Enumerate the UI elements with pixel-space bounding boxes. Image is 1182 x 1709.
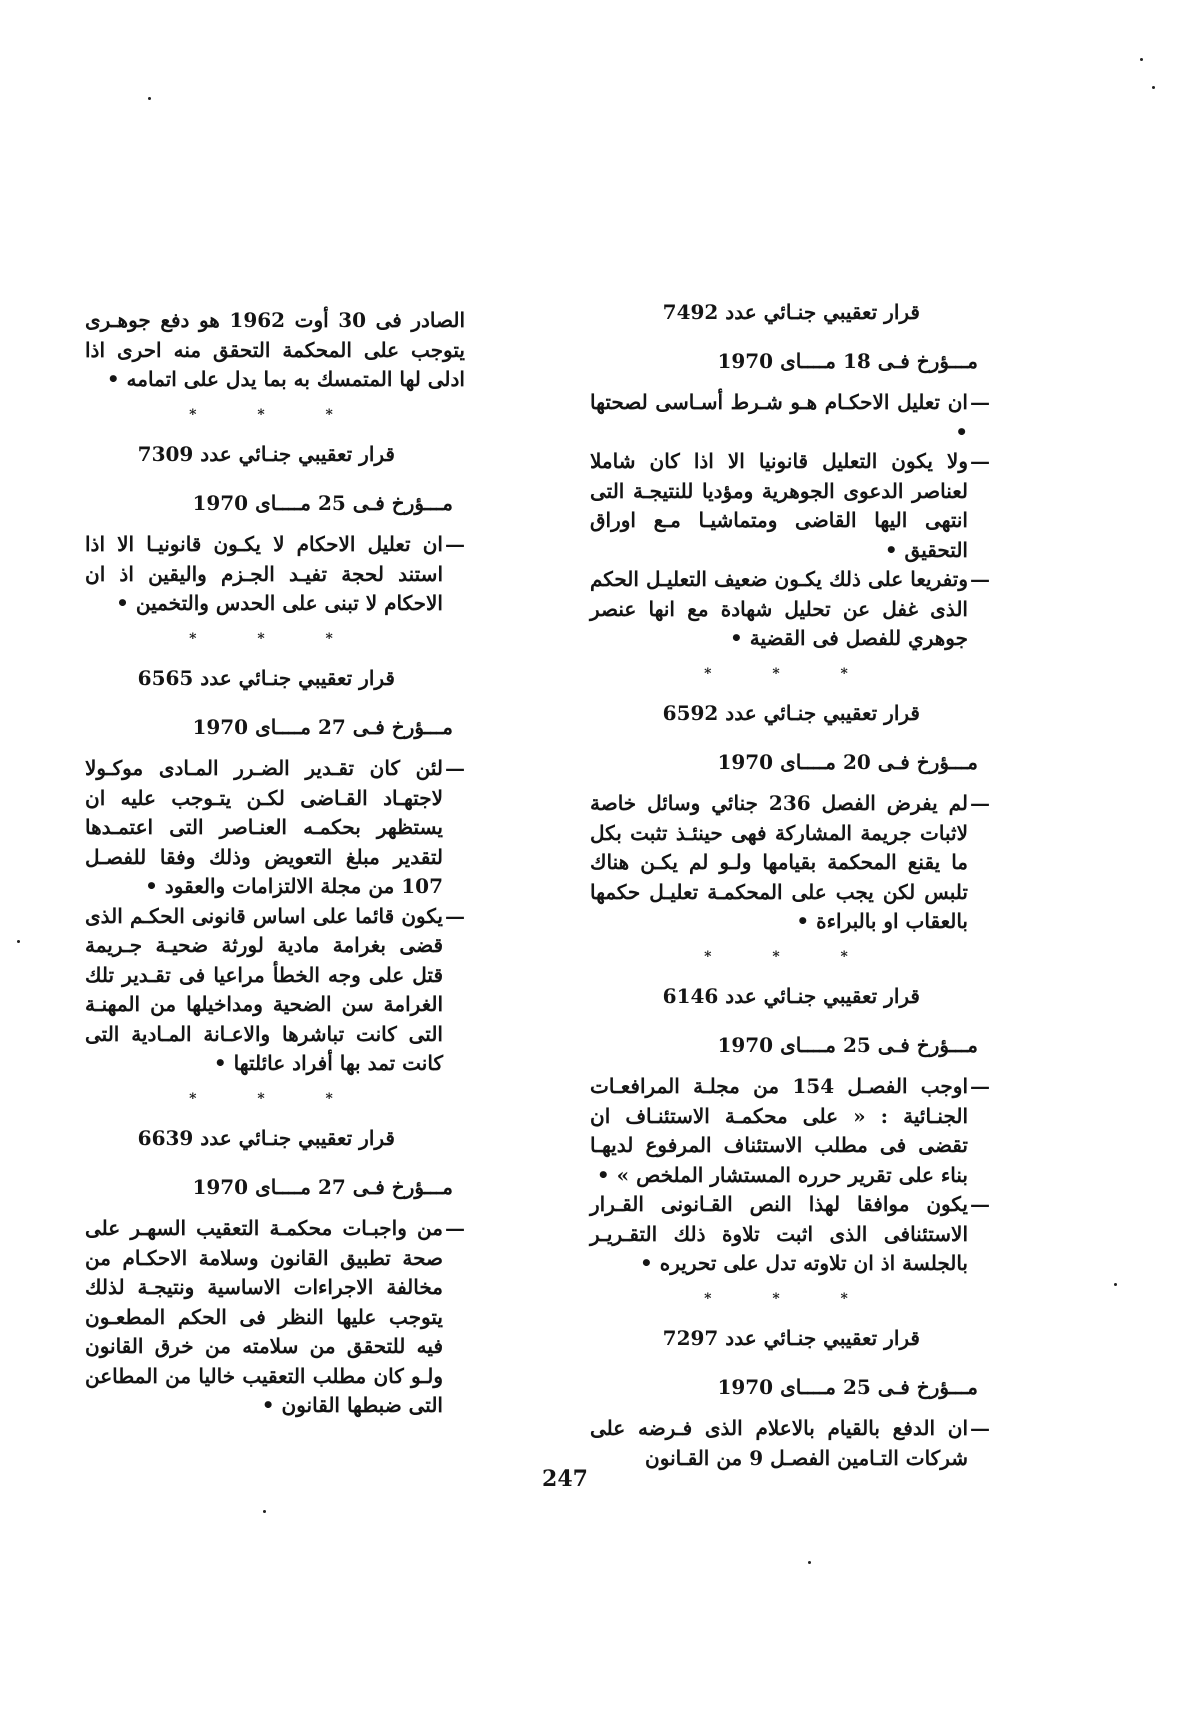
- ruling-item: [85, 754, 465, 902]
- decision-heading: قرار تعقيبي جنـائي عدد 6639: [137, 1126, 395, 1150]
- scan-speck: [1152, 86, 1155, 89]
- ruling-item: [590, 1072, 990, 1190]
- ruling-item: [590, 388, 990, 447]
- item-dash: —: [970, 791, 990, 815]
- ruling-text: وتفريعا على ذلك يكـون ضعيف التعليـل الحكم الذى غفل عن تحليل شهادة مع انها عنصر جوهري للفصل فى القضية •: [590, 567, 968, 650]
- scan-speck: [1114, 1283, 1117, 1286]
- ruling-text: اوجب الفصـل 154 من مجلـة المرافعـات الجنـائية : « على محكمـة الاستئنـاف ان تقضى فى مطلب الاستئناف المرفوع لديهـا بناء على تقرير حرره المستشار الملخص » •: [590, 1074, 968, 1187]
- ruling-item: [590, 789, 990, 937]
- decision-date: مـــؤرخ فـى 25 مــــاى 1970: [192, 490, 453, 515]
- decision-heading: قرار تعقيبي جنـائي عدد 7492: [662, 300, 920, 324]
- section-separator: * * *: [189, 406, 361, 423]
- item-dash: —: [445, 1216, 465, 1240]
- right-column: [590, 298, 990, 1473]
- decision-date: مـــؤرخ فـى 25 مــــاى 1970: [717, 1032, 978, 1057]
- ruling-text: ولا يكون التعليل قانونيا الا اذا كان شاملا لعناصر الدعوى الجوهرية ومؤديا للنتيجـة التى انتهى اليها القاضى ومتماشيـا مـع اوراق التحقيق •: [590, 449, 968, 562]
- ruling-text: ان الدفع بالقيام بالاعلام الذى فـرضه على شركات التـامين الفصـل 9 من القـانون: [590, 1416, 968, 1470]
- decision-heading: قرار تعقيبي جنـائي عدد 6565: [137, 666, 395, 690]
- ruling-text: ان تعليل الاحكام لا يكـون قانونيـا الا اذا استند لحجة تفيـد الجـزم واليقين اذ ان الاحكام لا تبنى على الحدس والتخمين •: [85, 532, 443, 615]
- item-dash: —: [970, 1074, 990, 1098]
- ruling-item: [590, 1414, 990, 1473]
- ruling-text: لئن كان تقـدير الضـرر المـادى موكـولا لاجتهـاد القـاضى لكـن يتـوجب عليه ان يستظهر بحكمـه العنـاصر التى اعتمـدها لتقدير مبلغ التعويض وذلك وفقا للفصـل 107 من مجلة الالتزامات والعقود •: [85, 756, 443, 898]
- scan-speck: [17, 940, 20, 943]
- section-separator: * * *: [189, 1090, 361, 1107]
- item-dash: —: [445, 756, 465, 780]
- ruling-text: ان تعليل الاحكـام هـو شـرط أسـاسى لصحتها •: [590, 390, 968, 444]
- decision-heading: قرار تعقيبي جنـائي عدد 7297: [662, 1326, 920, 1350]
- ruling-item: [85, 530, 465, 619]
- decision-date: مـــؤرخ فـى 27 مــــاى 1970: [192, 1174, 453, 1199]
- ruling-item: [590, 565, 990, 654]
- ruling-text: يكون قائما على اساس قانونى الحكـم الذى قضى بغرامة مادية لورثة ضحيـة جـريمة قتل على وجه الخطأ مراعيا فى تقـدير تلك الغرامة سن الضحية ومداخيلها من المهنـة التى كانت تباشرها والاعـانة المـادية التى كانت تمد بها أفراد عائلتها •: [85, 903, 443, 1075]
- scan-speck: [148, 97, 151, 100]
- section-separator: * * *: [189, 630, 361, 647]
- item-dash: —: [445, 532, 465, 556]
- item-dash: —: [970, 1416, 990, 1440]
- decision-date: مـــؤرخ فـى 20 مــــاى 1970: [717, 749, 978, 774]
- decision-heading: قرار تعقيبي جنـائي عدد 6592: [662, 701, 920, 725]
- section-separator: * * *: [704, 665, 876, 682]
- scan-speck: [263, 1510, 266, 1513]
- ruling-item: [85, 1214, 465, 1421]
- scan-speck: [1140, 58, 1143, 61]
- decision-date: مـــؤرخ فـى 27 مــــاى 1970: [192, 714, 453, 739]
- ruling-text: يكون موافقا لهذا النص القـانونى القـرار الاستئنافى الذى اثبت تلاوة ذلك التقـريـر بالجلسة اذ ان تلاوته تدل على تحريره •: [590, 1192, 968, 1275]
- item-dash: —: [445, 903, 465, 928]
- decision-heading: قرار تعقيبي جنـائي عدد 7309: [137, 442, 395, 466]
- item-dash: —: [970, 567, 990, 591]
- decision-heading: قرار تعقيبي جنـائي عدد 6146: [662, 984, 920, 1008]
- page-number: 247: [542, 1466, 588, 1492]
- item-dash: —: [970, 390, 990, 414]
- section-separator: * * *: [704, 1290, 876, 1307]
- item-dash: —: [970, 449, 990, 473]
- section-separator: * * *: [704, 948, 876, 965]
- scan-speck: [808, 1561, 811, 1564]
- ruling-item: [590, 1190, 990, 1279]
- continuation-paragraph: الصادر فى 30 أوت 1962 هو دفع جوهـرى يتوجب على المحكمة التحقق منه احرى اذا ادلى لها المتمسك به بما يدل على اتمامه •: [85, 308, 466, 391]
- decision-date: مـــؤرخ فـى 25 مــــاى 1970: [717, 1374, 978, 1399]
- ruling-item: [590, 447, 990, 565]
- ruling-text: من واجبـات محكمـة التعقيب السهـر على صحة تطبيق القانون وسلامة الاحكـام من مخالفة الاجراءات الاساسية ونتيجـة لذلك يتوجب عليها النظر فى الحكم المطعـون فيه للتحقق من سلامته من خرق القانون ولـو كان مطلب التعقيب خاليا من المطاعن التى ضبطها القانون •: [85, 1216, 443, 1417]
- item-dash: —: [970, 1192, 990, 1216]
- ruling-text: لم يفرض الفصل 236 جنائي وسائل خاصة لاثبات جريمة المشاركة فهى حينئـذ تثبت بكل ما يقنع المحكمة بقيامها ولـو لم يكـن هناك تلبس لكن يجب على المحكمـة تعليـل حكمها بالعقاب او بالبراءة •: [590, 791, 968, 933]
- left-column: [85, 306, 465, 1421]
- ruling-item: [85, 902, 465, 1079]
- decision-date: مـــؤرخ فـى 18 مــــاى 1970: [717, 348, 978, 373]
